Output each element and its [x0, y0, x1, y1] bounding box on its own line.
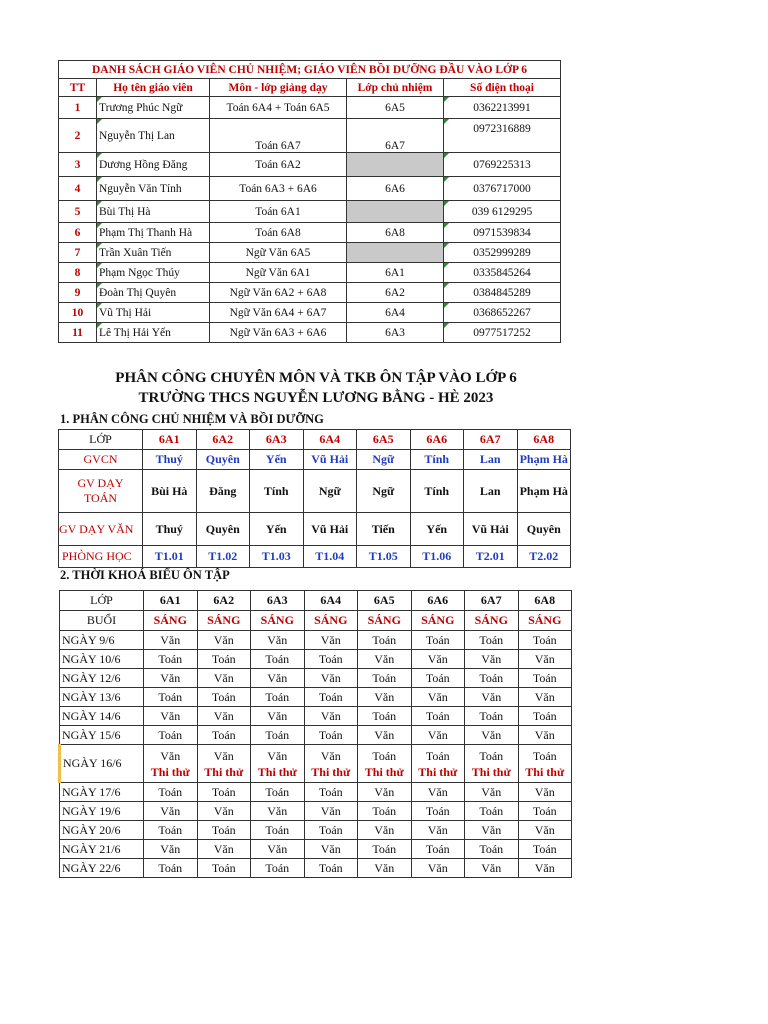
timetable-cell: Toán	[411, 707, 465, 726]
teacher-homeroom: 6A7	[347, 119, 444, 153]
room-label: PHÒNG HỌC	[59, 546, 143, 568]
teacher-phone: 0769225313	[444, 153, 561, 177]
day-label: NGÀY 20/6	[60, 821, 144, 840]
timetable-cell: Toán	[304, 688, 358, 707]
timetable-cell: Văn	[465, 726, 519, 745]
timetable-cell: Văn	[144, 631, 198, 650]
timetable-cell: Văn	[197, 840, 251, 859]
teacher-homeroom: 6A6	[347, 177, 444, 201]
timetable-session-cell: SÁNG	[358, 611, 412, 631]
trial-exam-text: Thi thử	[471, 764, 511, 779]
timetable-cell: Văn	[411, 650, 465, 669]
day-label: NGÀY 15/6	[60, 726, 144, 745]
gvcn-cell: Tính	[410, 450, 464, 470]
timetable-cell: Toán	[465, 802, 519, 821]
gvcn-cell: Lan	[464, 450, 518, 470]
teacher-name: Nguyễn Thị Lan	[97, 119, 210, 153]
trial-exam-text: Thi thử	[311, 764, 351, 779]
timetable-cell: Toán	[411, 840, 465, 859]
header-subject: Môn - lớp giảng dạy	[210, 79, 347, 97]
teacher-homeroom	[347, 243, 444, 263]
timetable-cell: Toán	[518, 707, 572, 726]
teacher-homeroom	[347, 153, 444, 177]
teacher-subject: Toán 6A3 + 6A6	[210, 177, 347, 201]
timetable-cell: Toán	[251, 783, 305, 802]
timetable-cell: Toán	[518, 802, 572, 821]
timetable-cell: Toán	[358, 631, 412, 650]
timetable-cell: Văn	[304, 707, 358, 726]
timetable-cell	[358, 745, 412, 783]
lit-teacher-cell: Tiến	[357, 513, 411, 546]
subject-text: Toán	[425, 748, 450, 763]
teacher-phone: 0977517252	[444, 323, 561, 343]
timetable-cell: Văn	[518, 688, 572, 707]
teacher-subject: Toán 6A1	[210, 201, 347, 223]
teacher-name: Trần Xuân Tiến	[97, 243, 210, 263]
teacher-name: Dương Hồng Đăng	[97, 153, 210, 177]
room-cell: T2.02	[517, 546, 571, 568]
teacher-homeroom: 6A8	[347, 223, 444, 243]
timetable-cell: Văn	[518, 859, 572, 878]
timetable-cell: Văn	[411, 821, 465, 840]
timetable-cell: Toán	[358, 840, 412, 859]
timetable-cell: Toán	[144, 821, 198, 840]
row-number: 7	[59, 243, 97, 263]
math-teacher-cell: Tính	[410, 470, 464, 513]
teacher-list-header-row	[59, 79, 561, 97]
timetable-cell: Văn	[411, 783, 465, 802]
teacher-row	[59, 153, 561, 177]
trial-exam-text: Thi thử	[257, 764, 297, 779]
teacher-row	[59, 223, 561, 243]
timetable-class-cell: 6A2	[197, 591, 251, 611]
timetable-cell	[304, 745, 358, 783]
teacher-homeroom	[347, 201, 444, 223]
subject-text: Văn	[160, 748, 181, 763]
teacher-name: Vũ Thị Hải	[97, 303, 210, 323]
timetable-cell: Văn	[518, 726, 572, 745]
gvcn-cell: Thuý	[143, 450, 197, 470]
lit-teacher-cell: Quyên	[196, 513, 250, 546]
gvcn-cell: Yến	[250, 450, 304, 470]
assignment-class-cell: 6A1	[143, 430, 197, 450]
teacher-homeroom: 6A4	[347, 303, 444, 323]
teacher-subject: Ngữ Văn 6A4 + 6A7	[210, 303, 347, 323]
timetable-day-row	[60, 726, 572, 745]
lit-teacher-cell: Yến	[410, 513, 464, 546]
timetable-day-row	[60, 783, 572, 802]
row-number: 11	[59, 323, 97, 343]
row-number: 5	[59, 201, 97, 223]
teacher-phone: 0972316889	[444, 119, 561, 153]
timetable-cell: Văn	[518, 783, 572, 802]
trial-exam-text: Thi thử	[204, 764, 244, 779]
teacher-row	[59, 263, 561, 283]
timetable-class-cell: 6A5	[358, 591, 412, 611]
teacher-list-table	[58, 60, 561, 343]
timetable-cell	[197, 745, 251, 783]
row-number: 10	[59, 303, 97, 323]
timetable-cell: Toán	[197, 688, 251, 707]
room-cell: T1.03	[250, 546, 304, 568]
teacher-phone: 0362213991	[444, 97, 561, 119]
timetable-cell: Toán	[411, 631, 465, 650]
header-phone: Số điện thoại	[444, 79, 561, 97]
day-label: NGÀY 9/6	[60, 631, 144, 650]
row-number: 1	[59, 97, 97, 119]
timetable-class-label: LỚP	[60, 591, 144, 611]
timetable-cell: Văn	[358, 859, 412, 878]
assignment-section-title: 1. PHÂN CÔNG CHỦ NHIỆM VÀ BỒI DƯỠNG	[60, 412, 324, 426]
day-label: NGÀY 16/6	[60, 745, 144, 783]
day-label: NGÀY 10/6	[60, 650, 144, 669]
timetable-cell: Toán	[358, 707, 412, 726]
timetable-cell: Toán	[411, 669, 465, 688]
timetable-class-cell: 6A1	[144, 591, 198, 611]
timetable-cell: Văn	[144, 707, 198, 726]
timetable-cell: Toán	[144, 783, 198, 802]
timetable-session-cell: SÁNG	[144, 611, 198, 631]
timetable-day-row	[60, 688, 572, 707]
assignment-math-row	[59, 470, 571, 513]
timetable-session-cell: SÁNG	[465, 611, 519, 631]
teacher-phone: 0971539834	[444, 223, 561, 243]
timetable-cell: Toán	[411, 802, 465, 821]
row-number: 9	[59, 283, 97, 303]
schedule-title	[60, 368, 572, 408]
teacher-phone: 0384845289	[444, 283, 561, 303]
timetable-session-row	[60, 611, 572, 631]
timetable-cell: Toán	[251, 859, 305, 878]
timetable-cell: Toán	[251, 650, 305, 669]
gvcn-cell: Ngữ	[357, 450, 411, 470]
timetable-cell: Toán	[465, 840, 519, 859]
timetable-cell	[518, 745, 572, 783]
gvcn-label: GVCN	[59, 450, 143, 470]
trial-exam-text: Thi thử	[364, 764, 404, 779]
teacher-row	[59, 97, 561, 119]
teacher-row	[59, 119, 561, 153]
timetable-cell: Văn	[251, 840, 305, 859]
teacher-row	[59, 201, 561, 223]
timetable-cell: Văn	[465, 859, 519, 878]
timetable-cell: Toán	[304, 726, 358, 745]
math-label-line1: GV DẠY	[77, 476, 124, 490]
lit-teacher-label: GV DẠY VĂN	[59, 513, 143, 546]
assignment-lit-row	[59, 513, 571, 546]
teacher-phone: 039 6129295	[444, 201, 561, 223]
subject-text: Văn	[320, 748, 341, 763]
timetable-day-row	[60, 631, 572, 650]
timetable-cell: Toán	[251, 821, 305, 840]
timetable-cell: Toán	[197, 859, 251, 878]
timetable-cell: Toán	[465, 707, 519, 726]
teacher-subject: Toán 6A4 + Toán 6A5	[210, 97, 347, 119]
room-cell: T2.01	[464, 546, 518, 568]
teacher-subject: Toán 6A7	[210, 119, 347, 153]
room-cell: T1.05	[357, 546, 411, 568]
teacher-phone: 0368652267	[444, 303, 561, 323]
timetable-cell	[411, 745, 465, 783]
timetable-day-row	[60, 745, 572, 783]
assignment-class-cell: 6A2	[196, 430, 250, 450]
timetable-body	[60, 631, 572, 878]
row-number: 2	[59, 119, 97, 153]
teacher-subject: Ngữ Văn 6A3 + 6A6	[210, 323, 347, 343]
assignment-class-label: LỚP	[59, 430, 143, 450]
timetable-class-cell: 6A6	[411, 591, 465, 611]
timetable-cell: Toán	[304, 783, 358, 802]
timetable-session-cell: SÁNG	[518, 611, 572, 631]
timetable-class-cell: 6A4	[304, 591, 358, 611]
teacher-name: Phạm Thị Thanh Hà	[97, 223, 210, 243]
timetable-cell: Toán	[197, 726, 251, 745]
assignment-room-row	[59, 546, 571, 568]
teacher-phone: 0376717000	[444, 177, 561, 201]
math-teacher-cell: Ngữ	[303, 470, 357, 513]
subject-text: Văn	[213, 748, 234, 763]
timetable-cell: Toán	[518, 669, 572, 688]
timetable-cell: Văn	[251, 707, 305, 726]
subject-text: Toán	[372, 748, 397, 763]
timetable-cell: Toán	[144, 859, 198, 878]
day-label: NGÀY 17/6	[60, 783, 144, 802]
assignment-class-cell: 6A7	[464, 430, 518, 450]
timetable-cell: Văn	[304, 802, 358, 821]
timetable-cell: Văn	[251, 669, 305, 688]
header-name: Họ tên giáo viên	[97, 79, 210, 97]
teacher-list-body	[59, 97, 561, 343]
timetable-cell: Toán	[465, 669, 519, 688]
teacher-subject: Ngữ Văn 6A2 + 6A8	[210, 283, 347, 303]
timetable-cell: Văn	[358, 688, 412, 707]
lit-teacher-cell: Thuý	[143, 513, 197, 546]
teacher-subject: Ngữ Văn 6A1	[210, 263, 347, 283]
teacher-name: Nguyễn Văn Tính	[97, 177, 210, 201]
timetable-cell: Văn	[465, 783, 519, 802]
timetable-cell: Văn	[358, 783, 412, 802]
timetable-cell: Văn	[358, 650, 412, 669]
teacher-row	[59, 323, 561, 343]
timetable-cell: Văn	[411, 859, 465, 878]
teacher-subject: Toán 6A8	[210, 223, 347, 243]
timetable-cell: Văn	[465, 650, 519, 669]
timetable-day-row	[60, 669, 572, 688]
trial-exam-text: Thi thử	[418, 764, 458, 779]
day-label: NGÀY 13/6	[60, 688, 144, 707]
timetable-cell: Văn	[251, 631, 305, 650]
timetable-cell: Toán	[518, 631, 572, 650]
timetable-cell: Toán	[144, 650, 198, 669]
timetable-day-row	[60, 840, 572, 859]
subject-text: Toán	[479, 748, 504, 763]
schedule-title-line2: TRƯỜNG THCS NGUYỄN LƯƠNG BẰNG - HÈ 2023	[138, 390, 494, 406]
timetable-day-row	[60, 707, 572, 726]
timetable-cell: Văn	[144, 840, 198, 859]
day-label: NGÀY 22/6	[60, 859, 144, 878]
timetable-cell: Văn	[197, 802, 251, 821]
assignment-table	[58, 429, 571, 568]
timetable-session-cell: SÁNG	[197, 611, 251, 631]
timetable-class-cell: 6A8	[518, 591, 572, 611]
subject-text: Văn	[267, 748, 288, 763]
timetable-session-cell: SÁNG	[304, 611, 358, 631]
lit-teacher-cell: Yến	[250, 513, 304, 546]
timetable-cell: Toán	[358, 802, 412, 821]
row-number: 8	[59, 263, 97, 283]
assignment-class-cell: 6A4	[303, 430, 357, 450]
lit-teacher-cell: Vũ Hải	[303, 513, 357, 546]
timetable-cell: Toán	[304, 859, 358, 878]
assignment-gvcn-row	[59, 450, 571, 470]
timetable-class-row	[60, 591, 572, 611]
timetable-cell	[251, 745, 305, 783]
teacher-homeroom: 6A2	[347, 283, 444, 303]
schedule-title-line1: PHÂN CÔNG CHUYÊN MÔN VÀ TKB ÔN TẬP VÀO LỚP 6	[115, 370, 517, 386]
teacher-homeroom: 6A1	[347, 263, 444, 283]
gvcn-cell: Phạm Hà	[517, 450, 571, 470]
timetable-cell: Văn	[304, 669, 358, 688]
trial-exam-text: Thi thử	[150, 764, 190, 779]
teacher-homeroom: 6A5	[347, 97, 444, 119]
teacher-list-title: DANH SÁCH GIÁO VIÊN CHỦ NHIỆM; GIÁO VIÊN BỒI DƯỠNG ĐẦU VÀO LỚP 6	[59, 61, 561, 79]
timetable-cell: Văn	[251, 802, 305, 821]
day-label: NGÀY 12/6	[60, 669, 144, 688]
timetable-day-row	[60, 859, 572, 878]
timetable-cell: Văn	[144, 802, 198, 821]
teacher-subject: Ngữ Văn 6A5	[210, 243, 347, 263]
math-label-line2: TOÁN	[83, 491, 118, 505]
timetable-cell: Văn	[518, 650, 572, 669]
gvcn-cell: Vũ Hải	[303, 450, 357, 470]
timetable-cell: Văn	[358, 726, 412, 745]
assignment-class-cell: 6A6	[410, 430, 464, 450]
teacher-row	[59, 283, 561, 303]
teacher-row	[59, 243, 561, 263]
timetable-class-cell: 6A3	[251, 591, 305, 611]
timetable-cell: Toán	[144, 688, 198, 707]
header-homeroom: Lớp chủ nhiệm	[347, 79, 444, 97]
room-cell: T1.04	[303, 546, 357, 568]
subject-text: Toán	[532, 748, 557, 763]
timetable-cell: Toán	[197, 783, 251, 802]
timetable-day-row	[60, 802, 572, 821]
assignment-class-row	[59, 430, 571, 450]
timetable-cell: Toán	[304, 650, 358, 669]
header-tt: TT	[59, 79, 97, 97]
teacher-row	[59, 303, 561, 323]
assignment-class-cell: 6A3	[250, 430, 304, 450]
row-number: 6	[59, 223, 97, 243]
room-cell: T1.01	[143, 546, 197, 568]
timetable-table	[58, 590, 572, 878]
day-label: NGÀY 21/6	[60, 840, 144, 859]
timetable-cell: Toán	[358, 669, 412, 688]
teacher-name: Đoàn Thị Quyên	[97, 283, 210, 303]
timetable-cell: Toán	[518, 840, 572, 859]
lit-teacher-cell: Quyên	[517, 513, 571, 546]
assignment-class-cell: 6A5	[357, 430, 411, 450]
timetable-section-title: 2. THỜI KHOÁ BIỂU ÔN TẬP	[60, 568, 230, 582]
timetable-cell: Văn	[144, 669, 198, 688]
row-number: 3	[59, 153, 97, 177]
timetable-cell: Văn	[304, 840, 358, 859]
timetable-cell: Toán	[251, 726, 305, 745]
trial-exam-text: Thi thử	[525, 764, 565, 779]
math-teacher-cell: Ngữ	[357, 470, 411, 513]
timetable-session-cell: SÁNG	[251, 611, 305, 631]
assignment-class-cell: 6A8	[517, 430, 571, 450]
timetable-cell: Văn	[197, 669, 251, 688]
math-teacher-cell: Tính	[250, 470, 304, 513]
timetable-day-row	[60, 650, 572, 669]
teacher-homeroom: 6A3	[347, 323, 444, 343]
timetable-cell: Văn	[304, 631, 358, 650]
teacher-name: Trương Phúc Ngữ	[97, 97, 210, 119]
day-label: NGÀY 14/6	[60, 707, 144, 726]
row-number: 4	[59, 177, 97, 201]
teacher-phone: 0352999289	[444, 243, 561, 263]
timetable-cell: Văn	[465, 688, 519, 707]
timetable-cell: Toán	[144, 726, 198, 745]
timetable-cell: Văn	[518, 821, 572, 840]
room-cell: T1.06	[410, 546, 464, 568]
math-teacher-cell: Đăng	[196, 470, 250, 513]
timetable-cell	[144, 745, 198, 783]
timetable-session-label: BUỔI	[60, 611, 144, 631]
timetable-cell	[465, 745, 519, 783]
timetable-cell: Văn	[411, 726, 465, 745]
teacher-name: Phạm Ngọc Thúy	[97, 263, 210, 283]
timetable-cell: Toán	[197, 650, 251, 669]
timetable-day-row	[60, 821, 572, 840]
room-cell: T1.02	[196, 546, 250, 568]
math-teacher-label	[59, 470, 143, 513]
timetable-cell: Văn	[358, 821, 412, 840]
teacher-name: Bùi Thị Hà	[97, 201, 210, 223]
timetable-class-cell: 6A7	[465, 591, 519, 611]
teacher-name: Lê Thị Hải Yến	[97, 323, 210, 343]
math-teacher-cell: Lan	[464, 470, 518, 513]
math-teacher-cell: Phạm Hà	[517, 470, 571, 513]
timetable-cell: Toán	[251, 688, 305, 707]
timetable-cell: Văn	[197, 707, 251, 726]
timetable-cell: Toán	[197, 821, 251, 840]
gvcn-cell: Quyên	[196, 450, 250, 470]
timetable-cell: Toán	[465, 631, 519, 650]
lit-teacher-cell: Vũ Hải	[464, 513, 518, 546]
timetable-cell: Văn	[197, 631, 251, 650]
timetable-cell: Văn	[411, 688, 465, 707]
teacher-phone: 0335845264	[444, 263, 561, 283]
teacher-row	[59, 177, 561, 201]
teacher-subject: Toán 6A2	[210, 153, 347, 177]
day-label: NGÀY 19/6	[60, 802, 144, 821]
timetable-cell: Toán	[304, 821, 358, 840]
timetable-session-cell: SÁNG	[411, 611, 465, 631]
timetable-cell: Văn	[465, 821, 519, 840]
math-teacher-cell: Bùi Hà	[143, 470, 197, 513]
